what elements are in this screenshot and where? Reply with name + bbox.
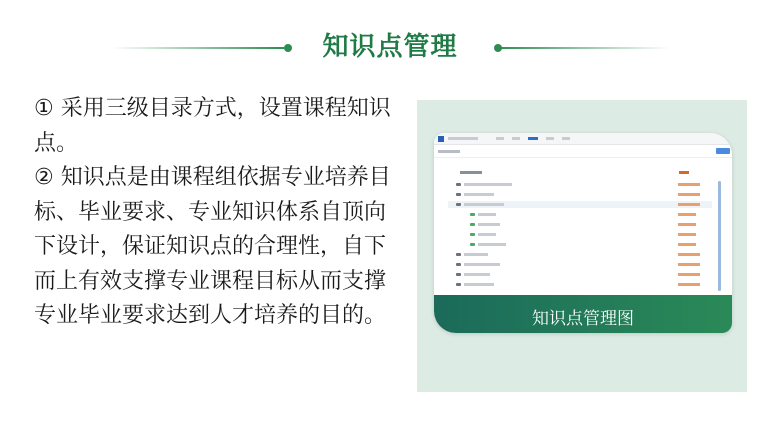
screenshot-toolbar-label bbox=[438, 150, 460, 153]
screenshot-nav-bar bbox=[434, 133, 732, 145]
screenshot-column-header bbox=[460, 171, 482, 174]
screenshot-row bbox=[448, 281, 712, 288]
screenshot-tab-1 bbox=[496, 137, 504, 140]
knowledge-point-screenshot bbox=[434, 133, 732, 333]
screenshot-row bbox=[448, 241, 712, 248]
screenshot-ops-header bbox=[679, 171, 689, 174]
screenshot-toolbar bbox=[434, 145, 732, 158]
paragraph-2: ② 知识点是由课程组依据专业培养目标、毕业要求、专业知识体系自顶向下设计，保证知识点的合理性，自下而上有效支撑专业课程目标从而支撑专业毕业要求达到人才培养的目的。 bbox=[34, 165, 391, 328]
screenshot-tab-2 bbox=[512, 137, 520, 140]
screenshot-scrollbar bbox=[718, 181, 721, 291]
screenshot-tab-3 bbox=[546, 137, 554, 140]
screenshot-row bbox=[448, 271, 712, 278]
screenshot-tab-active bbox=[528, 137, 538, 140]
figure-caption-band bbox=[434, 295, 732, 333]
screenshot-row bbox=[448, 211, 712, 218]
slide-title-row bbox=[0, 22, 780, 72]
slide-title: 知识点管理 bbox=[322, 32, 458, 62]
title-divider-left bbox=[112, 47, 284, 49]
screenshot-row bbox=[448, 181, 712, 188]
paragraph-1: ① 采用三级目录方式，设置课程知识点。 bbox=[34, 96, 391, 156]
figure-caption: 知识点管理图 bbox=[532, 309, 634, 329]
body-text bbox=[34, 92, 394, 334]
screenshot-brand-placeholder bbox=[448, 137, 478, 140]
screenshot-tab-4 bbox=[562, 137, 570, 140]
screenshot-row-selected bbox=[448, 201, 712, 208]
screenshot-add-button bbox=[716, 148, 730, 154]
screenshot-row bbox=[448, 191, 712, 198]
screenshot-row bbox=[448, 221, 712, 228]
title-divider-right bbox=[498, 47, 670, 49]
screenshot-row bbox=[448, 251, 712, 258]
screenshot-row bbox=[448, 231, 712, 238]
screenshot-row bbox=[448, 261, 712, 268]
title-dot-left bbox=[284, 44, 292, 52]
screenshot-logo-icon bbox=[438, 136, 444, 142]
